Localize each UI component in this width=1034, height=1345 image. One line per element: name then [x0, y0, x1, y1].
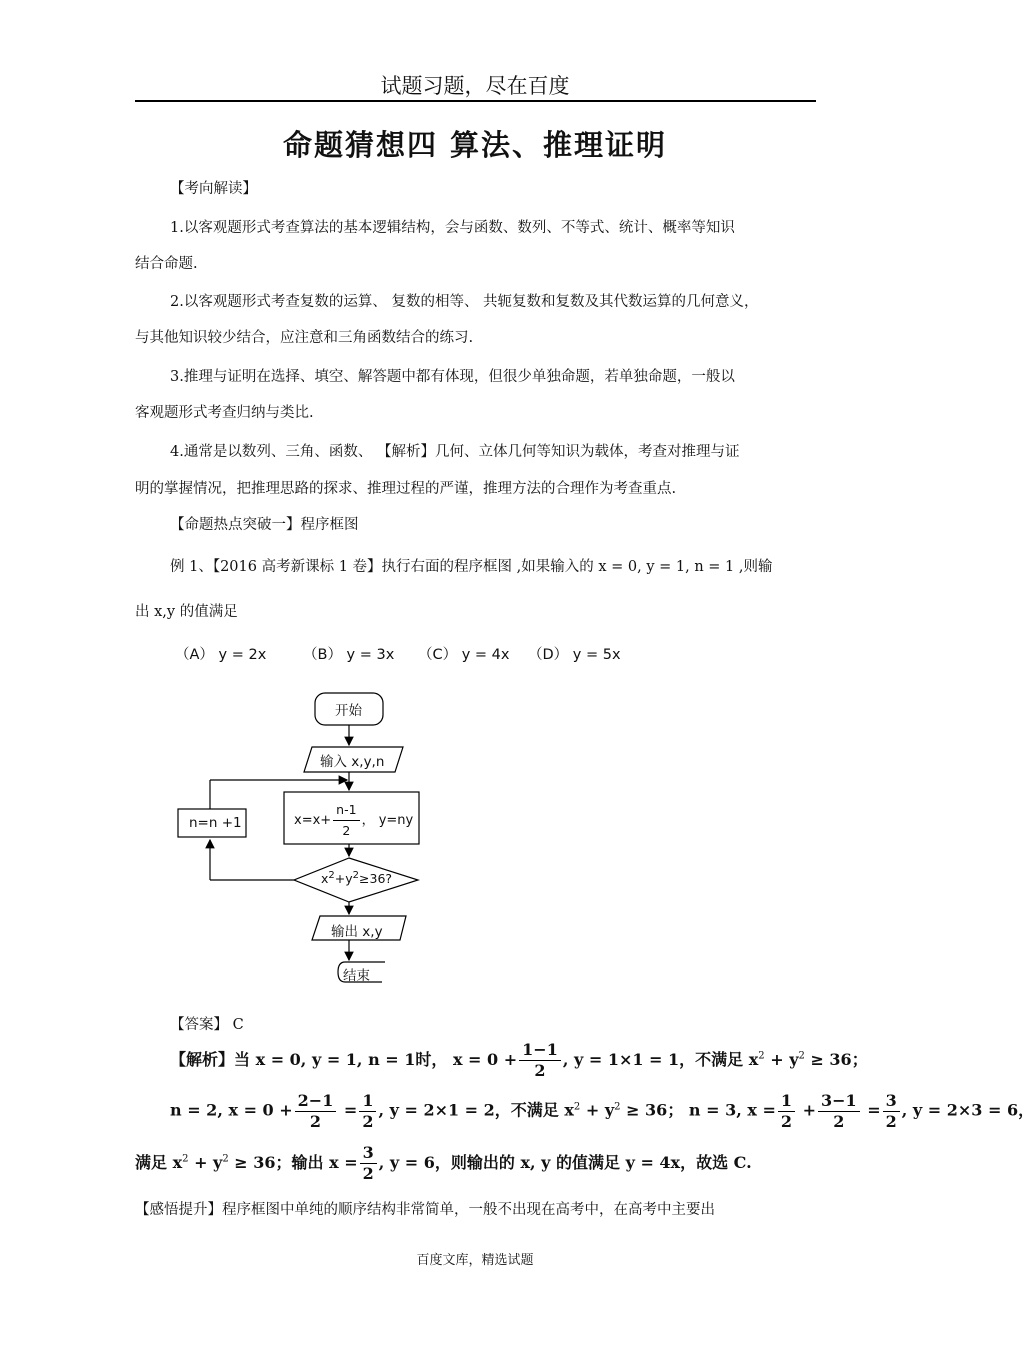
page-header: 试题习题，尽在百度 — [380, 74, 570, 98]
analysis-row-3: 满足 $x^2 + y^2 \ge 36$；输出 x = $\frac{3}{2}$ , y = 6，则输出的 x, y 的值满足 y = 4x，故选 C. — [135, 1143, 752, 1183]
point-1-line-1: 1.以客观题形式考查算法的基本逻辑结构，会与函数、数列、不等式、统计、概率等知识 — [170, 220, 735, 236]
point-4-line-1: 4.通常是以数列、三角、函数、 【解析】几何、立体几何等知识为载体，考查对推理与证 — [170, 444, 740, 460]
flow-end-label: 结束 — [343, 968, 370, 984]
example-line-2: 出 x,y 的值满足 — [135, 604, 238, 620]
point-3-line-2: 客观题形式考查归纳与类比. — [135, 405, 314, 421]
update-prefix: x=x+ — [294, 813, 332, 828]
section-kaoxiang: 【考向解读】 — [170, 181, 257, 197]
point-1-line-2: 结合命题. — [135, 256, 198, 272]
flow-start-label: 开始 — [335, 703, 362, 719]
ganwu-line: 【感悟提升】程序框图中单纯的顺序结构非常简单，一般不出现在高考中，在高考中主要出 — [135, 1202, 715, 1218]
option-a: （A） y = 2x — [175, 647, 267, 663]
answer-line: 【答案】 C — [170, 1017, 244, 1033]
point-4-line-2: 明的掌握情况，把推理思路的探求、推理过程的严谨，推理方法的合理作为考查重点. — [135, 481, 677, 497]
page-footer: 百度文库，精选试题 — [416, 1253, 534, 1268]
hot-topic-title: 【命题热点突破一】程序框图 — [170, 517, 359, 533]
update-fraction — [333, 800, 359, 841]
analysis-row-1: 【解析】当 x = 0, y = 1, n = 1时， x = 0 + $\frac{1-1}{2}$ , y = 1×1 = 1，不满足 $x^2 + y^2 \ge 36$； — [170, 1040, 868, 1080]
update-frac-num: n-1 — [333, 800, 359, 821]
update-frac-den: 2 — [342, 823, 351, 838]
option-c: （C） y = 4x — [418, 647, 510, 663]
header-rule — [135, 100, 816, 102]
option-d: （D） y = 5x — [528, 647, 621, 663]
update-suffix: ， y=ny — [361, 813, 414, 828]
analysis-row-2: n = 2, x = 0 + $\frac{2-1}{2}$ = $\frac{1}{2}$ , y = 2×1 = 2，不满足 $x^2 + y^2 \ge 36$； n = 3, x = $\frac{1}{2}$ + $\frac{3-1}{2}$ = $\frac{3}{2}$ , y = 2×3 = 6， — [170, 1091, 1034, 1131]
flow-condition-label: $x^2+y^2\ge 36$? — [321, 870, 393, 887]
point-3-line-1: 3.推理与证明在选择、填空、解答题中都有体现，但很少单独命题，若单独命题，一般以 — [170, 369, 735, 385]
flow-output-label: 输出 x,y — [331, 924, 383, 940]
analysis-label: 【解析】 — [170, 1050, 235, 1069]
flow-input-label: 输入 x,y,n — [320, 754, 385, 770]
example-line-1: 例 1、【2016 高考新课标 1 卷】执行右面的程序框图 ,如果输入的 x = 0, y = 1, n = 1 ,则输 — [170, 559, 773, 575]
flow-increment-label: n=n +1 — [189, 815, 242, 831]
page-title: 命题猜想四 算法、推理证明 — [282, 128, 668, 162]
point-2-line-2: 与其他知识较少结合，应注意和三角函数结合的练习. — [135, 330, 474, 346]
flow-update-label — [294, 800, 413, 841]
point-2-line-1: 2.以客观题形式考查复数的运算、 复数的相等、 共轭复数和复数及其代数运算的几何意义， — [170, 294, 759, 310]
analysis-frac-1: $\frac{1-1}{2}$ — [519, 1040, 561, 1081]
option-b: （B） y = 3x — [303, 647, 395, 663]
